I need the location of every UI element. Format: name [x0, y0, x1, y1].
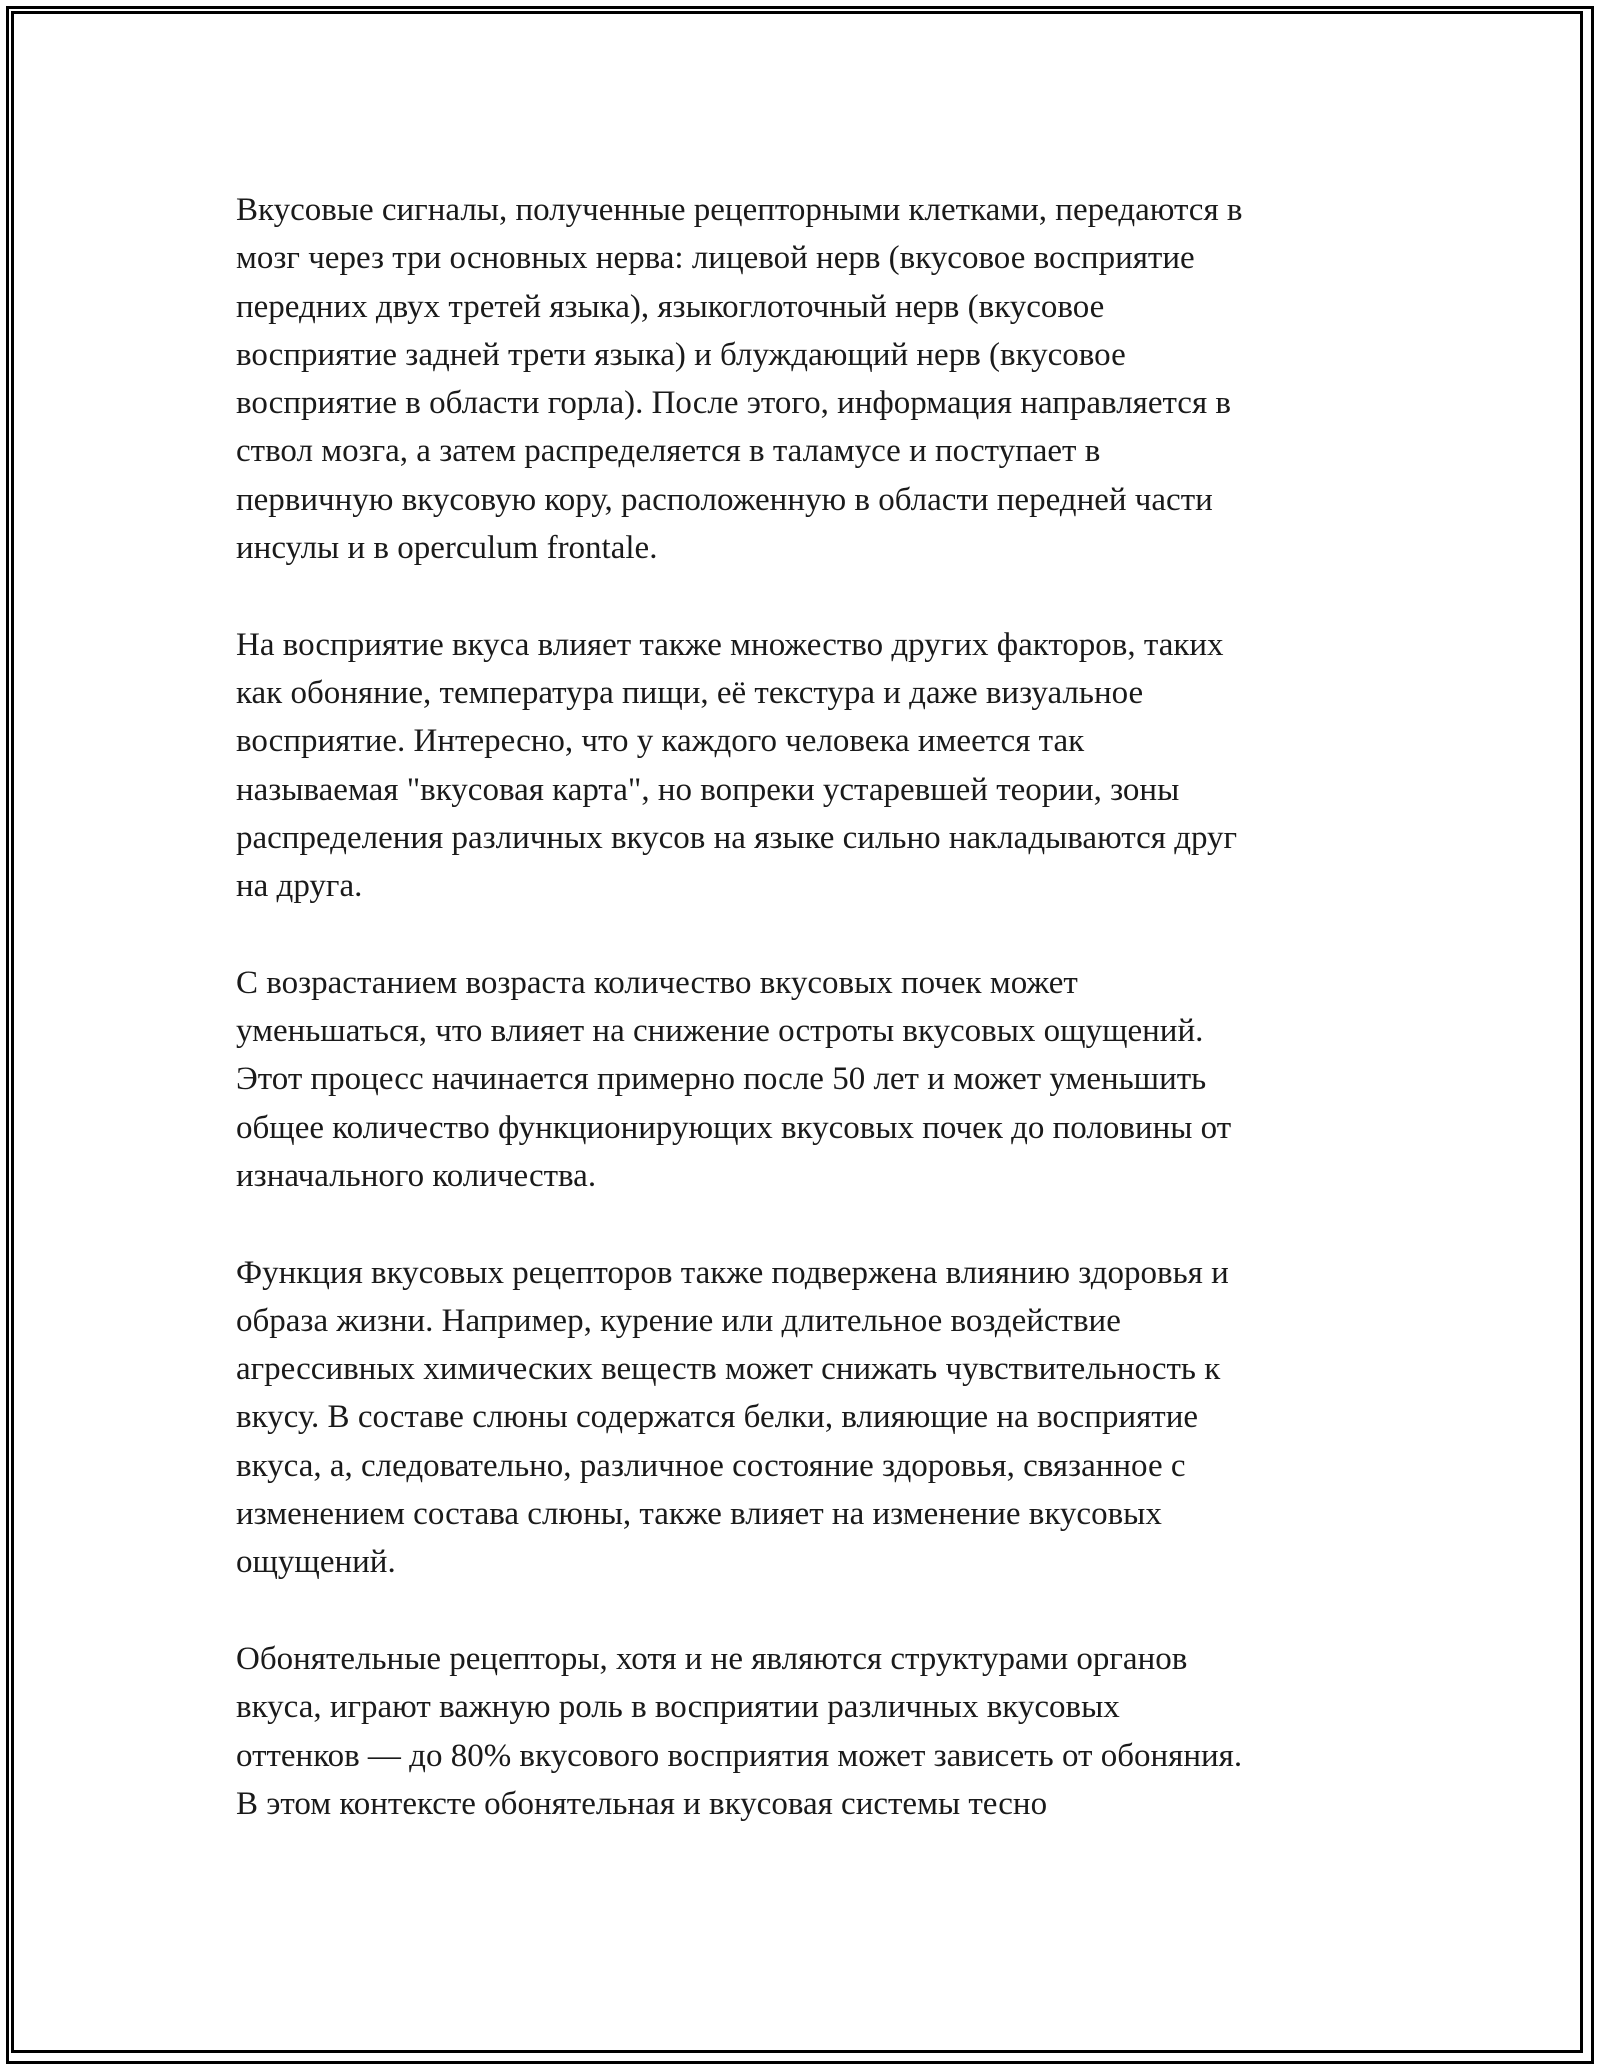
text-line: Функция вкусовых рецепторов также подвержена влиянию здоровья и: [236, 1254, 1229, 1291]
text-line: С возрастанием возраста количество вкусовых почек может: [236, 964, 1078, 1001]
text-line: Этот процесс начинается примерно после 50 лет и может уменьшить: [236, 1061, 1207, 1098]
text-line: вкуса, а, следовательно, различное состояние здоровья, связанное с: [236, 1447, 1186, 1484]
text-line: В этом контексте обонятельная и вкусовая системы тесно: [236, 1785, 1048, 1822]
text-line: вкусу. В составе слюны содержатся белки, влияющие на восприятие: [236, 1399, 1199, 1436]
paragraph-taste-signal-pathway: [236, 186, 1386, 572]
text-line: передних двух третей языка), языкоглоточный нерв (вкусовое: [236, 288, 1105, 325]
text-line: изначального количества.: [236, 1157, 597, 1194]
text-line: инсулы и в operculum frontale.: [236, 530, 658, 567]
text-line: на друга.: [236, 868, 363, 905]
text-line: оттенков — до 80% вкусового восприятия может зависеть от обоняния.: [236, 1737, 1243, 1774]
text-line: вкуса, играют важную роль в восприятии различных вкусовых: [236, 1689, 1120, 1726]
text-line: восприятие задней трети языка) и блуждающий нерв (вкусовое: [236, 336, 1126, 373]
text-line: ощущений.: [236, 1544, 396, 1581]
text-line: общее количество функционирующих вкусовых почек до половины от: [236, 1109, 1232, 1146]
paragraph-health-lifestyle: [236, 1249, 1386, 1587]
text-line: изменением состава слюны, также влияет на изменение вкусовых: [236, 1496, 1162, 1533]
text-line: ствол мозга, а затем распределяется в таламусе и поступает в: [236, 433, 1101, 470]
text-line: распределения различных вкусов на языке сильно накладываются друг: [236, 819, 1238, 856]
text-line: образа жизни. Например, курение или длительное воздействие: [236, 1302, 1121, 1339]
text-line: восприятие. Интересно, что у каждого человека имеется так: [236, 723, 1085, 760]
text-line: Обонятельные рецепторы, хотя и не являются структурами органов: [236, 1640, 1188, 1677]
text-line: называемая "вкусовая карта", но вопреки устаревшей теории, зоны: [236, 771, 1180, 808]
text-line: мозг через три основных нерва: лицевой нерв (вкусовое восприятие: [236, 240, 1195, 277]
paragraph-olfactory-role: [236, 1635, 1386, 1828]
document-body: [236, 186, 1386, 1876]
text-line: Вкусовые сигналы, полученные рецепторными клетками, передаются в: [236, 192, 1243, 228]
paragraph-age-effects: [236, 959, 1386, 1200]
text-line: первичную вкусовую кору, расположенную в области передней части: [236, 481, 1213, 518]
paragraph-taste-factors: [236, 621, 1386, 911]
text-line: агрессивных химических веществ может снижать чувствительность к: [236, 1351, 1221, 1388]
text-line: уменьшаться, что влияет на снижение остроты вкусовых ощущений.: [236, 1013, 1204, 1050]
text-line: как обоняние, температура пищи, её текстура и даже визуальное: [236, 674, 1144, 711]
text-line: На восприятие вкуса влияет также множество других факторов, таких: [236, 626, 1224, 663]
text-line: восприятие в области горла). После этого, информация направляется в: [236, 385, 1231, 422]
